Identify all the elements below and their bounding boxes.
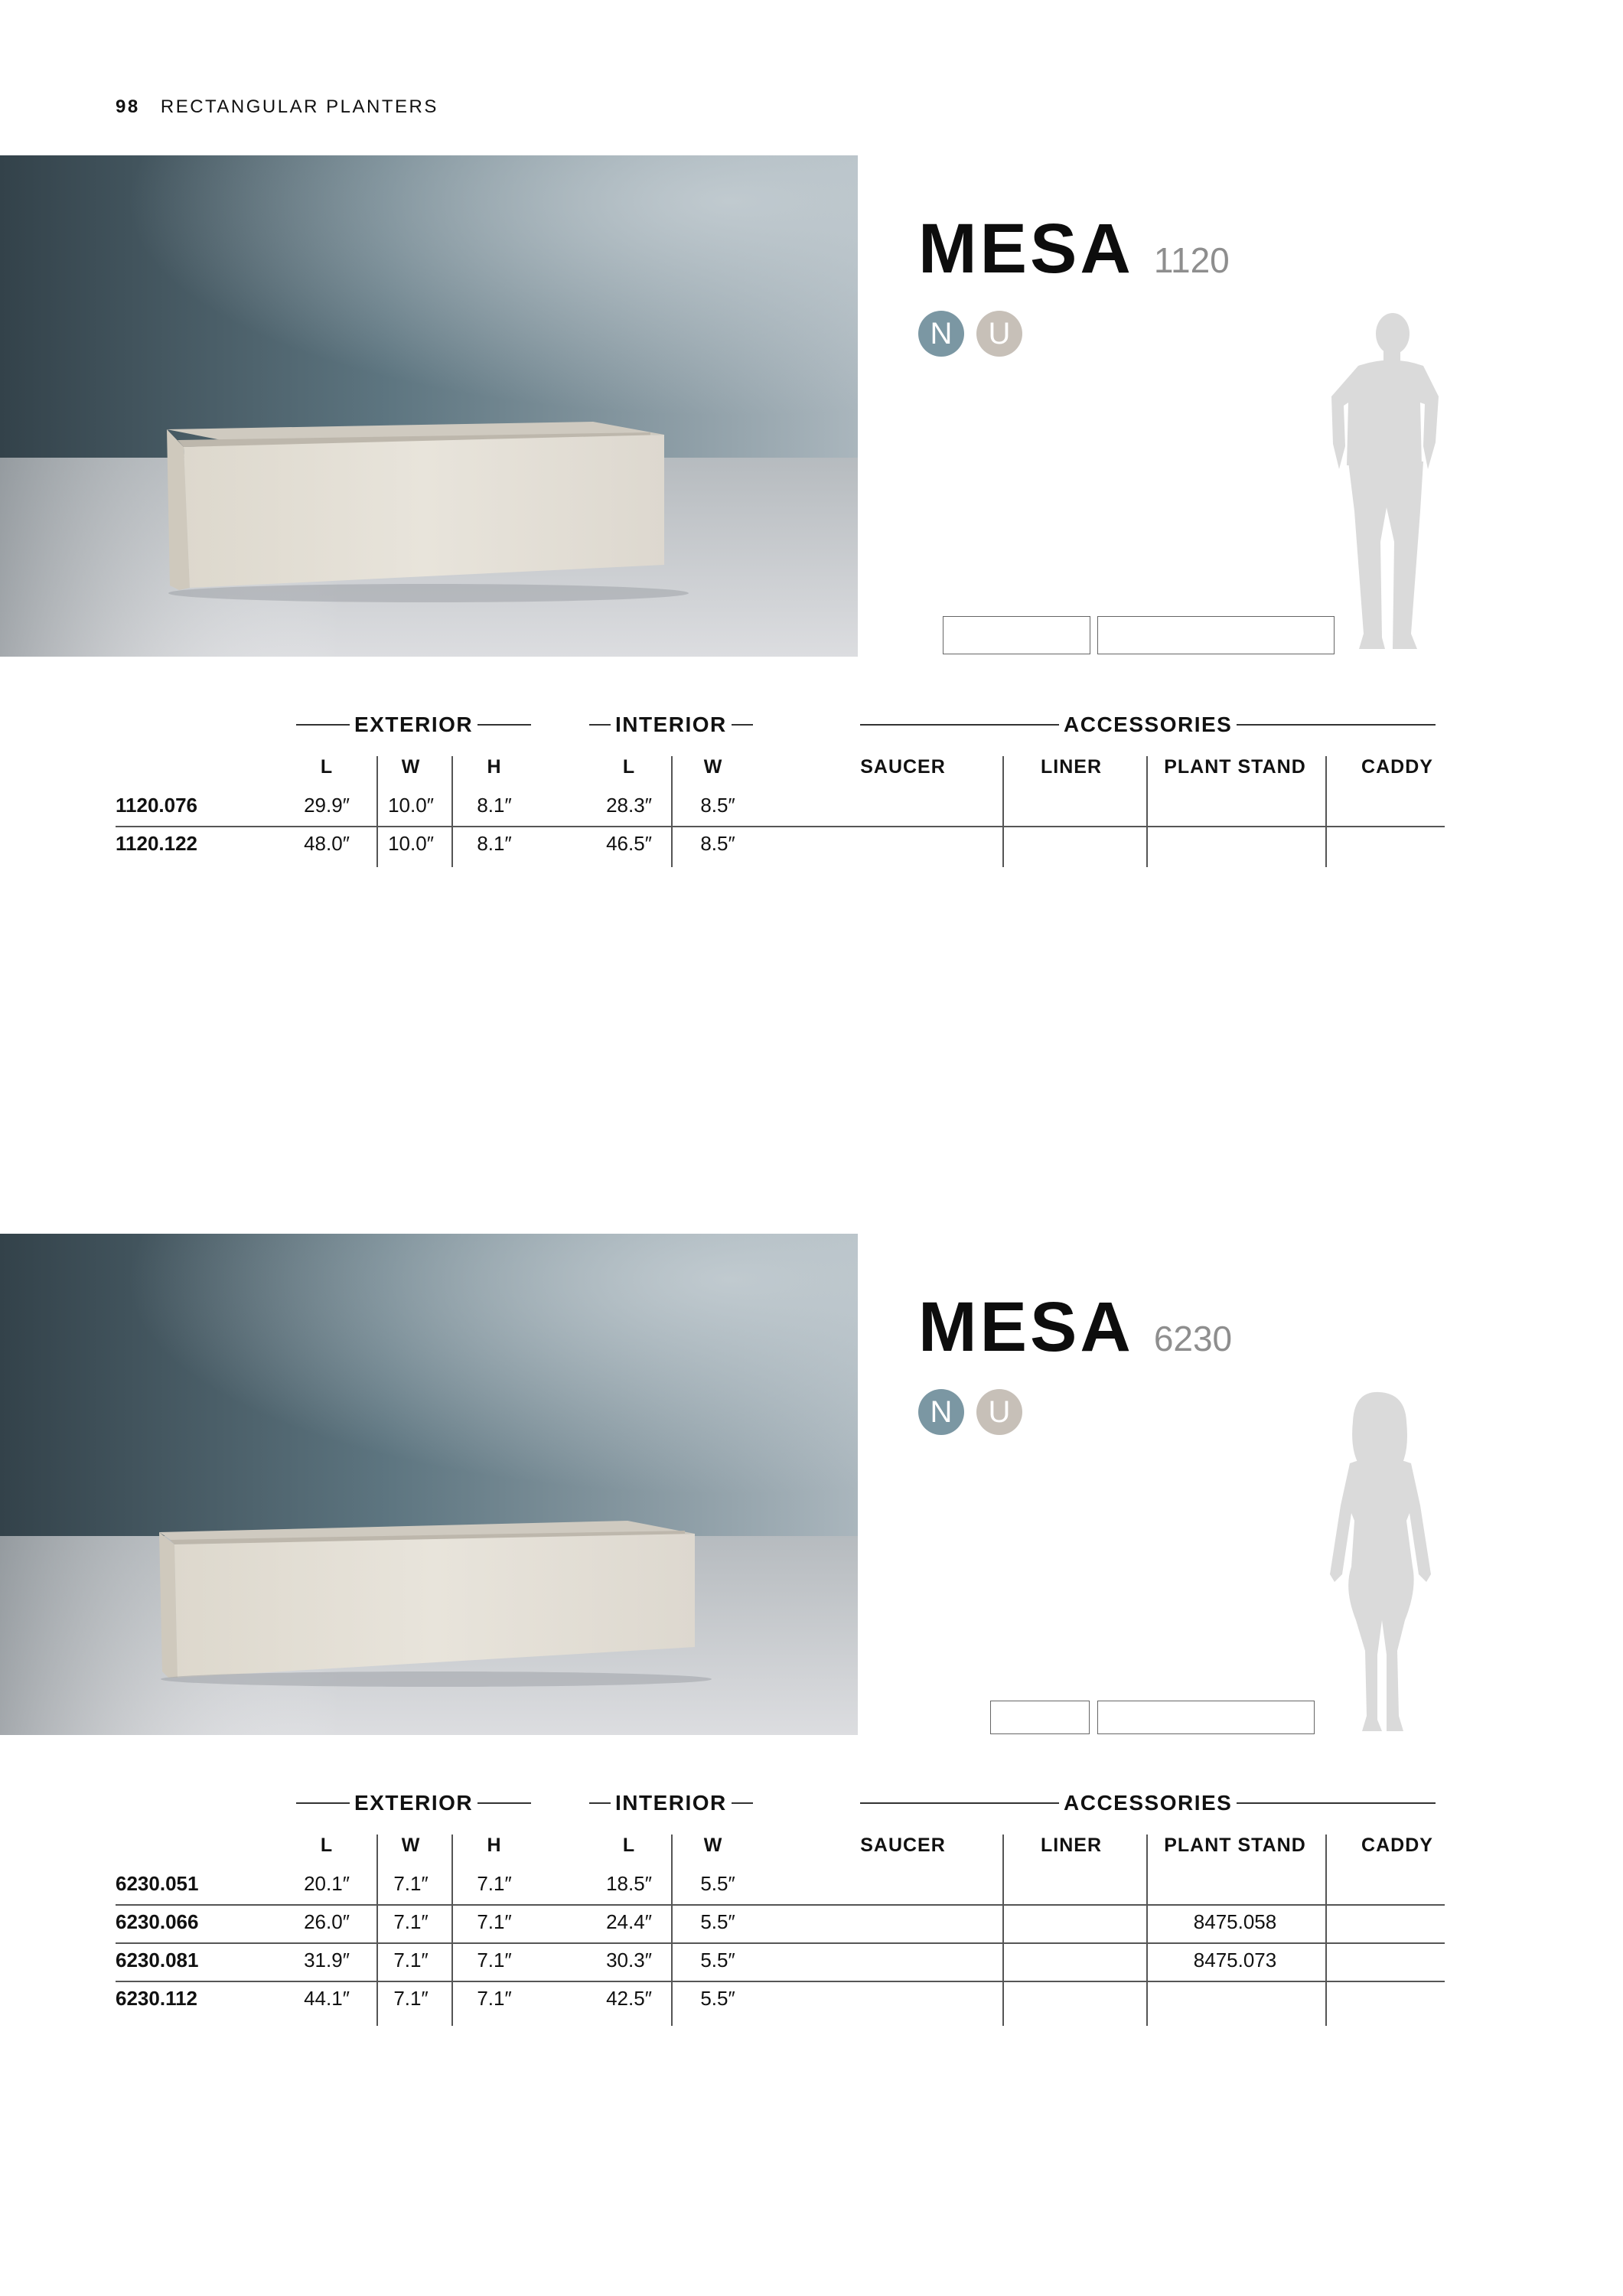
cell-ext-w: 10.0″ xyxy=(388,794,434,817)
cell-int-l: 46.5″ xyxy=(606,832,652,855)
cell-ext-w: 7.1″ xyxy=(393,1949,429,1971)
product-series: 6230 xyxy=(1153,1319,1233,1358)
col-caddy: CADDY xyxy=(1361,1835,1433,1856)
finish-badge-n: N xyxy=(918,1389,964,1435)
cell-plant-stand: 8475.058 xyxy=(1193,1910,1277,1933)
col-plant-stand: PLANT STAND xyxy=(1164,1835,1306,1856)
col-plant-stand: PLANT STAND xyxy=(1164,756,1306,778)
product-name: MESA xyxy=(918,210,1134,288)
finish-options xyxy=(918,1389,1232,1435)
col-int-l: L xyxy=(622,756,636,778)
group-interior: INTERIOR xyxy=(589,713,753,737)
cell-ext-l: 44.1″ xyxy=(304,1987,350,2010)
col-int-w: W xyxy=(703,1835,723,1856)
col-ext-h: H xyxy=(487,756,502,778)
cell-ext-h: 7.1″ xyxy=(477,1949,512,1971)
section-title: RECTANGULAR PLANTERS xyxy=(160,96,438,117)
row-code: 6230.081 xyxy=(116,1949,199,1971)
cell-ext-l: 20.1″ xyxy=(304,1872,350,1895)
col-ext-l: L xyxy=(320,756,334,778)
product-name: MESA xyxy=(918,1288,1134,1366)
dimension-box-small xyxy=(943,616,1090,654)
dimension-box-large xyxy=(1097,616,1335,654)
product-title-6230 xyxy=(918,1287,1232,1435)
dimension-box-large xyxy=(1097,1701,1315,1734)
row-code: 6230.112 xyxy=(116,1987,198,2010)
product-section-6230 xyxy=(0,1234,1623,2091)
dimension-box-small xyxy=(990,1701,1090,1734)
cell-plant-stand: 8475.073 xyxy=(1193,1949,1277,1971)
col-ext-l: L xyxy=(320,1835,334,1856)
finish-badge-u: U xyxy=(976,311,1022,357)
col-int-w: W xyxy=(703,756,723,778)
cell-int-w: 5.5″ xyxy=(700,1910,735,1933)
cell-int-l: 24.4″ xyxy=(606,1910,652,1933)
group-interior: INTERIOR xyxy=(589,1791,753,1815)
group-accessories: ACCESSORIES xyxy=(860,1791,1436,1815)
product-section-1120 xyxy=(0,155,1623,1013)
cell-ext-w: 7.1″ xyxy=(393,1987,429,2010)
finish-options xyxy=(918,311,1230,357)
cell-int-w: 5.5″ xyxy=(700,1872,735,1895)
row-code: 6230.066 xyxy=(116,1910,199,1933)
finish-badge-n: N xyxy=(918,311,964,357)
row-code: 6230.051 xyxy=(116,1872,199,1895)
cell-ext-h: 7.1″ xyxy=(477,1987,512,2010)
cell-int-w: 5.5″ xyxy=(700,1987,735,2010)
col-int-l: L xyxy=(622,1835,636,1856)
cell-ext-l: 48.0″ xyxy=(304,832,350,855)
cell-int-w: 8.5″ xyxy=(700,832,735,855)
cell-int-l: 42.5″ xyxy=(606,1987,652,2010)
product-title-1120 xyxy=(918,209,1230,357)
group-exterior: EXTERIOR xyxy=(296,1791,531,1815)
woman-silhouette-icon xyxy=(1307,1391,1437,1739)
product-series: 1120 xyxy=(1153,240,1230,280)
group-exterior: EXTERIOR xyxy=(296,713,531,737)
col-liner: LINER xyxy=(1041,1835,1102,1856)
col-liner: LINER xyxy=(1041,756,1102,778)
cell-int-w: 8.5″ xyxy=(700,794,735,817)
running-head xyxy=(116,96,438,118)
cell-ext-h: 8.1″ xyxy=(477,832,512,855)
man-silhouette-icon xyxy=(1316,312,1446,660)
page-number: 98 xyxy=(116,96,140,117)
cell-int-w: 5.5″ xyxy=(700,1949,735,1971)
col-caddy: CADDY xyxy=(1361,756,1433,778)
col-ext-w: W xyxy=(401,756,421,778)
cell-ext-l: 29.9″ xyxy=(304,794,350,817)
col-saucer: SAUCER xyxy=(860,756,946,778)
col-ext-w: W xyxy=(401,1835,421,1856)
cell-int-l: 18.5″ xyxy=(606,1872,652,1895)
cell-ext-w: 7.1″ xyxy=(393,1910,429,1933)
col-saucer: SAUCER xyxy=(860,1835,946,1856)
group-accessories: ACCESSORIES xyxy=(860,713,1436,737)
row-code: 1120.076 xyxy=(116,794,198,817)
product-photo-1120 xyxy=(0,155,858,657)
row-code: 1120.122 xyxy=(116,832,198,855)
col-ext-h: H xyxy=(487,1835,502,1856)
cell-ext-w: 7.1″ xyxy=(393,1872,429,1895)
cell-int-l: 30.3″ xyxy=(606,1949,652,1971)
product-photo-6230 xyxy=(0,1234,858,1735)
cell-ext-h: 7.1″ xyxy=(477,1872,512,1895)
cell-int-l: 28.3″ xyxy=(606,794,652,817)
cell-ext-h: 8.1″ xyxy=(477,794,512,817)
cell-ext-l: 26.0″ xyxy=(304,1910,350,1933)
cell-ext-h: 7.1″ xyxy=(477,1910,512,1933)
cell-ext-w: 10.0″ xyxy=(388,832,434,855)
finish-badge-u: U xyxy=(976,1389,1022,1435)
cell-ext-l: 31.9″ xyxy=(304,1949,350,1971)
